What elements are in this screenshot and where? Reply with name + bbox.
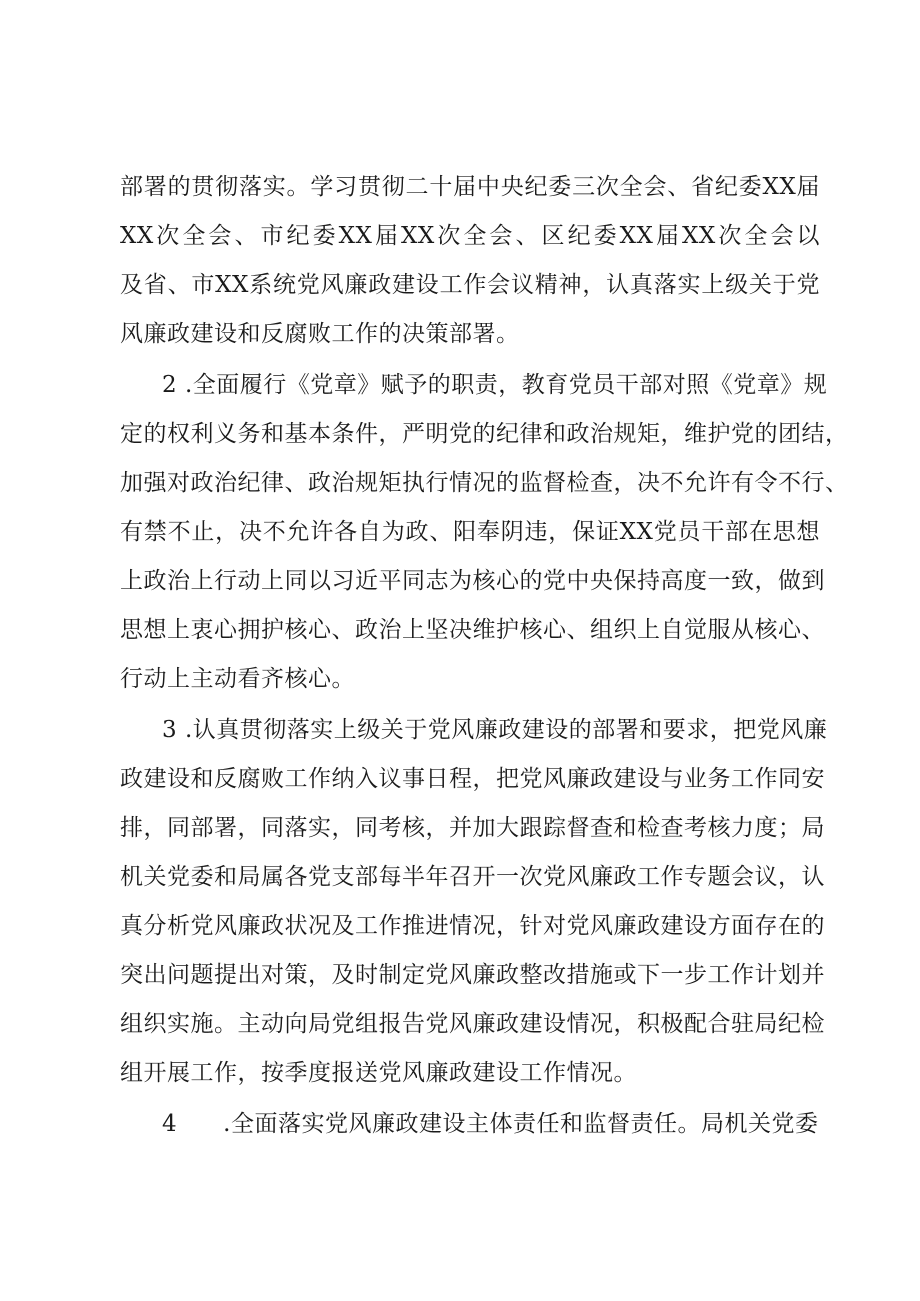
paragraph-3-line-4: 机关党委和局属各党支部每半年召开一次党风廉政工作专题会议，认 — [120, 864, 825, 890]
paragraph-1-line-2: XX次全会、市纪委XX届XX次全会、区纪委XX届XX次全会以 — [120, 223, 820, 249]
paragraph-3-line-7: 组织实施。主动向局党组报告党风廉政建设情况，积极配合驻局纪检 — [120, 1011, 825, 1037]
paragraph-2-number: 2 — [162, 372, 178, 398]
paragraph-2-line-1-text: .全面履行《党章》赋予的职责，教育党员干部对照《党章》规 — [184, 372, 828, 398]
paragraph-4-line-1 — [162, 1109, 820, 1139]
paragraph-2-line-1 — [162, 370, 828, 400]
paragraph-2-line-4: 有禁不止，决不允许各自为政、阳奉阴违，保证XX党员干部在思想 — [120, 519, 820, 545]
paragraph-1-line-3: 及省、市XX系统党风廉政建设工作会议精神，认真落实上级关于党 — [120, 272, 820, 298]
paragraph-3-line-2: 政建设和反腐败工作纳入议事日程，把党风廉政建设与业务工作同安 — [120, 766, 825, 792]
paragraph-4-number: 4 — [162, 1111, 178, 1137]
paragraph-4-line-1-text: .全面落实党风廉政建设主体责任和监督责任。局机关党委 — [223, 1111, 819, 1137]
paragraph-3-number: 3 — [162, 717, 178, 743]
paragraph-3-line-3: 排，同部署，同落实，同考核，并加大跟踪督查和检查考核力度；局 — [120, 815, 825, 841]
paragraph-1-line-4: 风廉政建设和反腐败工作的决策部署。 — [120, 321, 520, 347]
paragraph-3-line-1 — [162, 715, 828, 745]
paragraph-3-line-6: 突出问题提出对策，及时制定党风廉政整改措施或下一步工作计划并 — [120, 962, 825, 988]
paragraph-3-line-1-text: .认真贯彻落实上级关于党风廉政建设的部署和要求，把党风廉 — [184, 717, 828, 743]
paragraph-3-line-8: 组开展工作，按季度报送党风廉政建设工作情况。 — [120, 1060, 637, 1086]
paragraph-3-line-5: 真分析党风廉政状况及工作推进情况，针对党风廉政建设方面存在的 — [120, 913, 825, 939]
paragraph-2-line-3: 加强对政治纪律、政治规矩执行情况的监督检查，决不允许有令不行、 — [120, 470, 849, 496]
paragraph-2-line-7: 行动上主动看齐核心。 — [120, 666, 355, 692]
paragraph-1-line-1: 部署的贯彻落实。学习贯彻二十届中央纪委三次全会、省纪委XX届 — [120, 174, 820, 200]
paragraph-2-line-6: 思想上衷心拥护核心、政治上坚决维护核心、组织上自觉服从核心、 — [120, 617, 825, 643]
paragraph-2-line-2: 定的权利义务和基本条件，严明党的纪律和政治规矩，维护党的团结， — [120, 421, 849, 447]
paragraph-2-line-5: 上政治上行动上同以习近平同志为核心的党中央保持高度一致，做到 — [120, 568, 825, 594]
